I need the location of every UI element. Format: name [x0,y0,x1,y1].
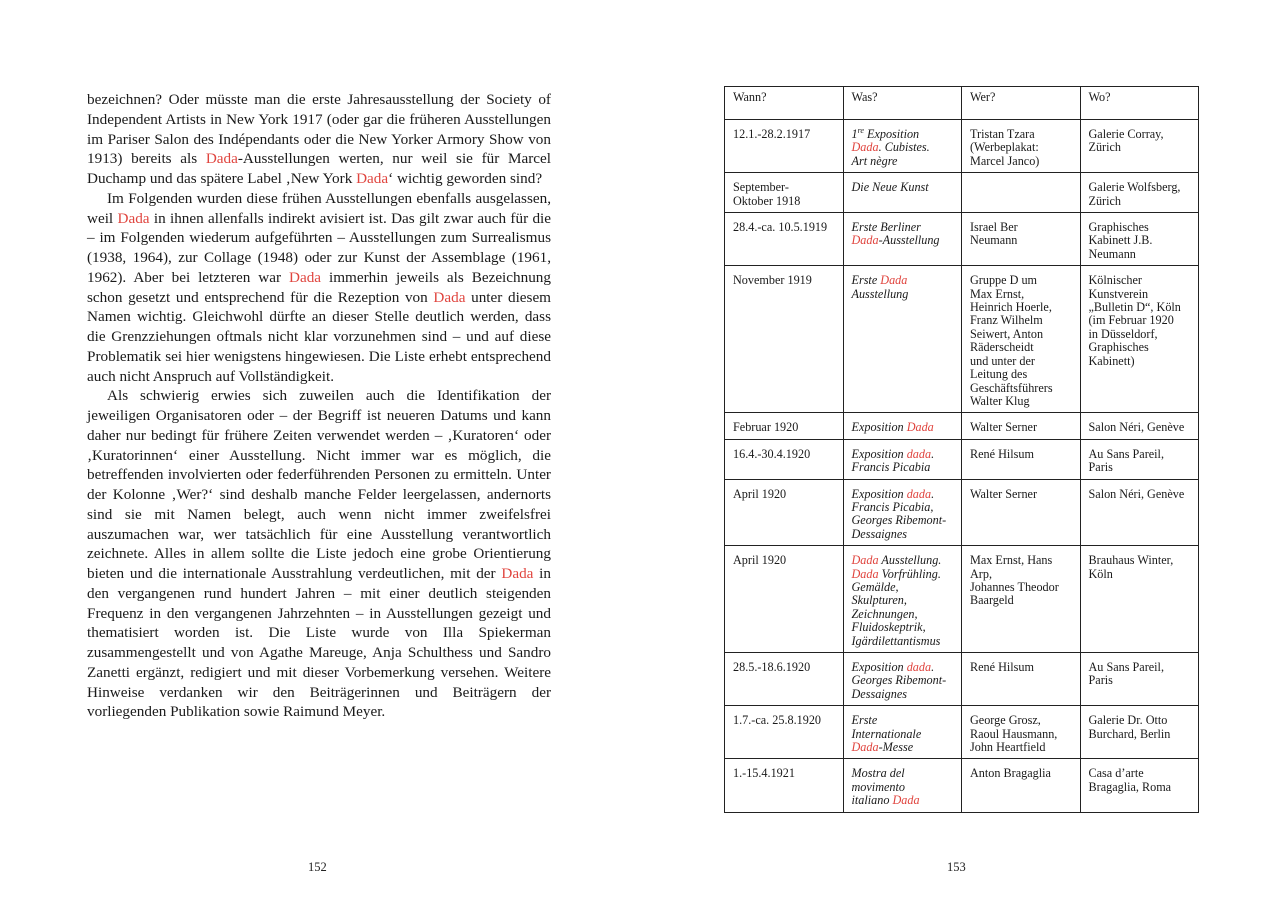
cell-was [843,173,962,213]
dada-highlight: Dada [851,233,879,248]
table-row [725,759,1199,812]
cell-line: Zürich [1088,193,1121,208]
cell-line: Kabinett) [1088,353,1135,368]
cell-wer [962,546,1081,653]
cell-was [843,120,962,173]
cell-line: George Grosz, [970,713,1041,728]
dada-highlight: Dada [851,140,879,155]
cell-line: Kabinett J.B. [1088,233,1153,248]
text-run: in ihnen allenfalls indirekt avisiert ist. Das gilt zwar auch für die – im Folgenden wiederum aufgeführten – Ausstellungen zum Surrealismus (1938, 1964), zur Collage (1948) oder zur Kunst der Assemblage (1961, 1962). Aber bei letzteren war [87,209,551,286]
cell-wo [1080,413,1199,439]
text-run: Exposition [863,127,920,141]
cell-line: in Düsseldorf, [1088,326,1158,341]
cell-wer [962,653,1081,706]
text-run: Georges Ribemont- [851,513,947,528]
right-page [724,86,1198,813]
text-run: unter diesem Namen wichtig. Gleichwohl dürfte an dieser Stelle deutlich werden, dass die Grenzziehungen oftmals nicht klar vorzunehmen sind – und auf diese Problematik sei hier wenigstens hingewiesen. Die Liste erhebt entsprechend auch nicht Anspruch auf Vollständigkeit. [87,288,551,385]
cell-line: Seiwert, Anton [970,326,1044,341]
table-row [725,413,1199,439]
cell-wo [1080,546,1199,653]
text-run: Ausstellung. [878,553,942,568]
cell-wer [962,479,1081,546]
text-run: Die Neue Kunst [851,180,929,195]
cell-was [843,413,962,439]
cell-line: Walter Serner [970,486,1038,501]
text-run: Erste Berliner [851,220,921,235]
dada-highlight: Dada [205,150,238,168]
cell-line: Kunstverein [1088,286,1149,301]
text-run: . [931,486,935,501]
dada-highlight: Dada [906,420,934,435]
text-run: Zeichnungen, [851,606,918,621]
text-run: Exposition [851,446,907,461]
table-row [725,439,1199,479]
cell-was [843,759,962,812]
cell-line: „Bulletin D“, Köln [1088,300,1181,315]
cell-wer [962,413,1081,439]
dada-highlight: dada [906,446,932,461]
dada-highlight: dada [906,486,932,501]
cell-line: Graphisches [1088,340,1149,355]
cell-line: Franz Wilhelm [970,313,1043,328]
cell-line: Zürich [1088,140,1121,155]
cell-wann [725,653,844,706]
cell-wer [962,706,1081,759]
table-header-row [725,87,1199,120]
cell-was [843,439,962,479]
cell-line: September- [733,180,789,195]
cell-line: 12.1.-28.2.1917 [733,127,811,141]
cell-line: Paris [1088,673,1113,688]
page-number-left: 152 [308,860,327,874]
cell-line: Walter Klug [970,393,1030,408]
dada-highlight: Dada [289,268,322,286]
cell-wann [725,173,844,213]
cell-wer [962,266,1081,413]
text-run: movimento [851,779,905,794]
cell-line: (im Februar 1920 [1088,313,1174,328]
cell-wer [962,173,1081,213]
cell-line: Marcel Janco) [970,153,1040,168]
cell-wo [1080,439,1199,479]
page-number-right: 153 [947,860,966,874]
cell-line: Arp, [970,566,993,581]
cell-line: 16.4.-30.4.1920 [733,446,811,461]
cell-wann [725,213,844,266]
cell-line: Neumann [1088,246,1136,261]
cell-was [843,546,962,653]
dada-highlight: Dada [880,273,908,288]
cell-wer [962,759,1081,812]
cell-wo [1080,173,1199,213]
text-run: Art nègre [851,153,898,168]
cell-wann [725,266,844,413]
cell-line: Salon Néri, Genève [1088,420,1185,435]
cell-line: Heinrich Hoerle, [970,300,1052,315]
text-run: Gemälde, [851,579,899,594]
cell-line: René Hilsum [970,660,1034,674]
dada-highlight: Dada [851,553,879,568]
cell-line: April 1920 [733,553,787,568]
cell-wann [725,546,844,653]
cell-line: Februar 1920 [733,420,799,435]
cell-line: und unter der [970,353,1035,368]
cell-line: Au Sans Pareil, [1088,660,1164,674]
cell-line: Casa d’arte [1088,766,1144,781]
table-row [725,706,1199,759]
cell-line: Anton Bragaglia [970,766,1051,781]
text-run: Exposition [851,660,907,674]
cell-line: Neumann [970,233,1018,248]
text-run: Exposition [851,420,907,435]
left-page-text [87,90,551,722]
text-run: -Messe [878,740,914,755]
table-row [725,120,1199,173]
cell-wann [725,479,844,546]
text-run: Exposition [851,486,907,501]
text-run: ‘ wichtig geworden sind? [388,170,543,187]
text-run: Ausstellung [851,286,909,301]
cell-wer [962,213,1081,266]
cell-line: Kölnischer [1088,273,1142,288]
text-run: -Ausstellung [878,233,940,248]
cell-line: Räderscheidt [970,340,1034,355]
text-run: Im Folgenden wurden diese frühen Ausstellungen ebenfalls ausgelassen, weil [87,189,551,227]
header-wann: Wann? [725,87,844,120]
cell-line: René Hilsum [970,446,1034,461]
cell-was [843,653,962,706]
cell-line: Köln [1088,566,1113,581]
table-body [725,120,1199,813]
cell-was [843,266,962,413]
cell-line: Galerie Wolfsberg, [1088,180,1181,195]
cell-wann [725,706,844,759]
cell-line: Oktober 1918 [733,193,801,208]
dada-highlight: Dada [851,566,879,581]
text-run: 1 [851,127,858,141]
cell-wo [1080,706,1199,759]
cell-line: Brauhaus Winter, [1088,553,1174,568]
cell-line: April 1920 [733,486,787,501]
dada-highlight: Dada [851,740,879,755]
cell-line: Paris [1088,460,1113,475]
header-wo: Wo? [1080,87,1199,120]
table-row [725,653,1199,706]
cell-line: Galerie Corray, [1088,127,1164,141]
cell-line: Graphisches [1088,220,1149,235]
cell-line: Tristan Tzara [970,127,1035,141]
cell-line: John Heartfield [970,740,1046,755]
table-row [725,266,1199,413]
dada-highlight: dada [906,660,932,674]
text-run: immerhin jeweils als Bezeichnung schon gesetzt und entsprechend für die Rezeption von [87,268,551,306]
cell-line: Gruppe D um [970,273,1038,288]
table-row [725,213,1199,266]
text-run: bezeichnen? Oder müsste man die erste Jahresausstellung der Society of Independent Artists in New York 1917 (oder gar die früheren Ausstellungen im Pariser Salon des Indépendants oder die New Yorker Armory Show von 1913) bereits als [87,91,551,168]
text-run: Fluidoskeptrik, [851,620,926,635]
cell-line: Geschäftsführers [970,380,1053,395]
cell-line: Galerie Dr. Otto [1088,713,1168,728]
text-run: -Ausstellungen werten, nur weil sie für Marcel Duchamp und das spätere Label ‚New York [87,150,551,187]
body-paragraph [87,189,551,387]
text-run: in den vergangenen rund hundert Jahren – mit einer deutlich steigenden Frequenz in den vergangenen Jahrzehnten – in Ausstellungen gezeigt und thematisiert worden ist. Die Liste wurde von Illa Spiekerman zusammengestellt und von Agathe Mareuge, Anja Schulthess und Sandro Zanetti ergänzt, redigiert und mit dieser Vorbemerkung versehen. Weitere Hinweise verdanken wir den Beiträgerinnen und Beiträgern der vorliegenden Publikation sowie Raimund Meyer. [87,565,551,721]
table-row [725,546,1199,653]
text-run: Erste [851,273,881,288]
cell-line: Johannes Theodor [970,579,1059,594]
cell-wann [725,439,844,479]
cell-line: (Werbeplakat: [970,140,1039,155]
text-run: Vorfrühling. [878,566,941,581]
cell-wo [1080,213,1199,266]
cell-was [843,706,962,759]
text-run: Erste [851,713,878,728]
body-paragraph [87,386,551,722]
cell-was [843,479,962,546]
text-run: re [857,125,864,135]
text-run: Francis Picabia, [851,499,934,514]
text-run: Internationale [851,726,922,741]
dada-highlight: Dada [356,170,389,187]
cell-line: November 1919 [733,273,812,288]
cell-line: Max Ernst, Hans [970,553,1053,568]
cell-line: 28.4.-ca. 10.5.1919 [733,220,828,235]
text-run: . Cubistes. [878,140,930,155]
cell-line: Israel Ber [970,220,1018,235]
dada-highlight: Dada [892,793,920,808]
cell-wann [725,759,844,812]
text-run: Skulpturen, [851,593,907,608]
cell-line: Burchard, Berlin [1088,726,1171,741]
text-run: Dessaignes [851,686,908,701]
cell-wer [962,120,1081,173]
text-run: Igärdilettantismus [851,633,941,648]
text-run: Francis Picabia [851,460,931,475]
dada-highlight: Dada [433,288,466,306]
cell-line: Max Ernst, [970,286,1025,301]
cell-was [843,213,962,266]
text-run: Als schwierig erwies sich zuweilen auch die Identifikation der jeweiligen Organisatoren oder – der Begriff ist neueren Datums und kann daher nur bedingt für frühere Zeiten verwendet werden – ‚Kuratoren‘ oder ‚Kuratorinnen‘ einer Ausstellung. Nicht immer war es möglich, die betreffenden involvierten oder federführenden Personen zu ermitteln. Unter der Kolonne ‚Wer?‘ sind deshalb manche Felder leergelassen, andernorts sind sie mit Namen belegt, auch wenn nicht immer zweifelsfrei auszumachen war, wer tatsächlich für eine Ausstellung verantwortlich zeichnete. Alles in allem sollte die Liste jedoch eine grobe Orientierung bieten und die internationale Ausstrahlung verdeutlichen, mit der [87,387,551,582]
cell-wann [725,413,844,439]
cell-wo [1080,120,1199,173]
table-row [725,173,1199,213]
text-run: Georges Ribemont- [851,673,947,688]
cell-wo [1080,653,1199,706]
cell-line: Raoul Hausmann, [970,726,1058,741]
body-paragraph [87,90,551,189]
text-run: italiano [851,793,893,808]
cell-wann [725,120,844,173]
cell-line: Baargeld [970,593,1014,608]
cell-line: Walter Serner [970,420,1038,435]
cell-line: 28.5.-18.6.1920 [733,660,811,674]
cell-line: Leitung des [970,367,1028,382]
text-run: Dessaignes [851,526,908,541]
cell-wo [1080,759,1199,812]
cell-wo [1080,266,1199,413]
dada-highlight: Dada [117,209,150,227]
cell-wer [962,439,1081,479]
text-run: . [931,660,935,674]
text-run: . [931,446,935,461]
cell-line: 1.7.-ca. 25.8.1920 [733,713,822,728]
cell-line: Au Sans Pareil, [1088,446,1164,461]
header-was: Was? [843,87,962,120]
cell-line: Bragaglia, Roma [1088,779,1172,794]
cell-wo [1080,479,1199,546]
table-row [725,479,1199,546]
cell-line: Salon Néri, Genève [1088,486,1185,501]
dada-exhibition-table [724,86,1199,813]
cell-line: 1.-15.4.1921 [733,766,795,781]
header-wer: Wer? [962,87,1081,120]
dada-highlight: Dada [501,565,534,582]
text-run: Mostra del [851,766,905,781]
